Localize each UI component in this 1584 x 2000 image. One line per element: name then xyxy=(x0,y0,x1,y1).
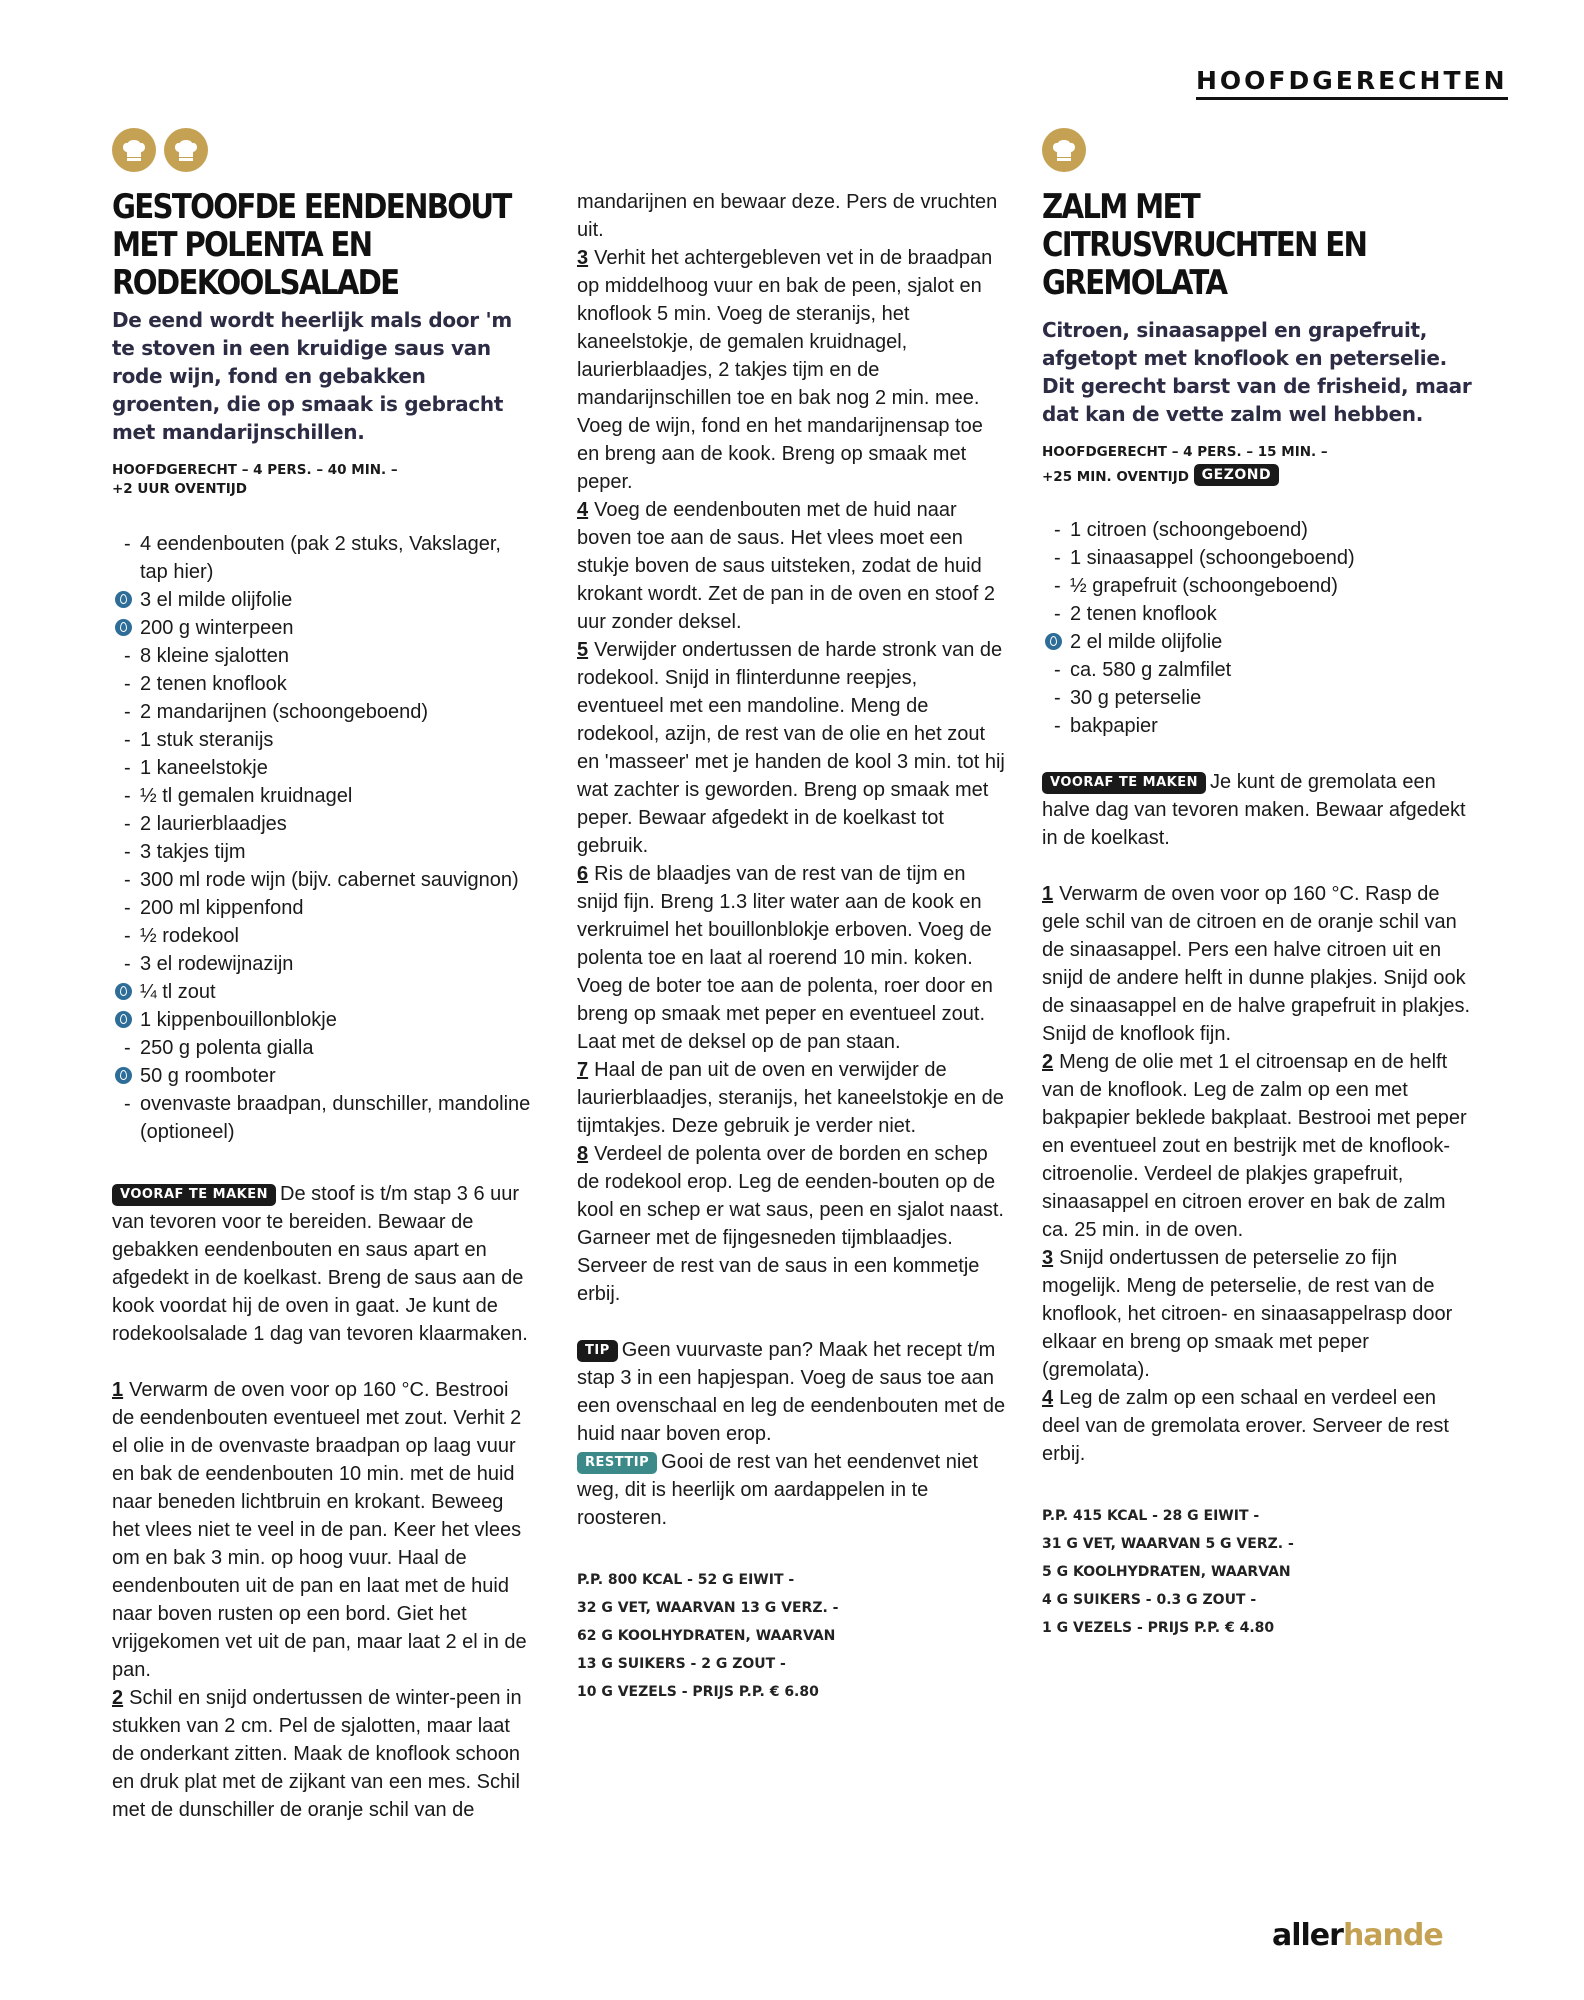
ingredient-text: 2 mandarijnen (schoongeboend) xyxy=(140,701,428,723)
ingredient-text: 1 stuk steranijs xyxy=(140,729,274,751)
ingredient-list xyxy=(1042,516,1474,740)
step-number: 5 xyxy=(577,639,589,661)
step-number: 2 xyxy=(1042,1051,1054,1073)
ingredient-item xyxy=(1042,684,1474,712)
step-number: 6 xyxy=(577,863,589,885)
bullet-dash: - xyxy=(124,533,131,555)
ingredient-item xyxy=(112,670,532,698)
healthy-badge: GEZOND xyxy=(1194,464,1279,486)
step-number: 8 xyxy=(577,1143,589,1165)
nutrition-info xyxy=(577,1566,1007,1706)
bullet-dash: - xyxy=(124,869,131,891)
step-3 xyxy=(577,244,1007,496)
nutrition-line: 4 G SUIKERS - 0.3 G ZOUT - xyxy=(1042,1592,1257,1608)
ingredient-text: ca. 580 g zalmfilet xyxy=(1070,659,1232,681)
step-text: Ris de blaadjes van de rest van de tijm en snijd fijn. Breng 1.3 liter water aan de kook en verkruimel het bouillonblokje erboven. Voeg de polenta toe en laat al roerend 10 min. koken. Voeg de boter toe aan de polenta, roer door en breng op smaak met peper en eventueel zout. Laat met de deksel op de pan staan. xyxy=(577,863,993,1053)
ingredient-text: 30 g peterselie xyxy=(1070,687,1202,709)
pantry-drop-icon xyxy=(115,1011,132,1028)
difficulty-rating xyxy=(112,128,532,172)
ingredient-list xyxy=(112,530,532,1146)
step-5 xyxy=(577,636,1007,860)
nutrition-line: 62 G KOOLHYDRATEN, WAARVAN xyxy=(577,1628,836,1644)
step-text: Verwarm de oven voor op 160 °C. Bestrooi de eendenbouten eventueel met zout. Verhit 2 el olie in de ovenvaste braadpan op laag vuur en bak de eendenbouten 10 min. met de huid naar beneden lichtbruin en krokant. Beweeg het vlees niet te veel in de pan. Keer het vlees om en bak 3 min. op hoog vuur. Haal de eendenbouten uit de pan en laat met de huid naar boven rusten op een bord. Giet het vrijgekomen vet uit de pan, maar laat 2 el in de pan. xyxy=(112,1379,527,1681)
step-1 xyxy=(1042,880,1474,1048)
step-number: 7 xyxy=(577,1059,589,1081)
step-number: 3 xyxy=(577,247,589,269)
ingredient-item xyxy=(112,1006,532,1034)
ingredient-item xyxy=(112,894,532,922)
ingredient-item xyxy=(1042,628,1474,656)
ingredient-item xyxy=(112,866,532,894)
ingredient-item xyxy=(1042,572,1474,600)
vooraf-text: Je kunt de gremolata een halve dag van tevoren maken. Bewaar afgedekt in de koelkast. xyxy=(1042,771,1466,849)
pantry-drop-icon xyxy=(115,619,132,636)
step-7 xyxy=(577,1056,1007,1140)
ingredient-text: ½ rodekool xyxy=(140,925,239,947)
bullet-dash: - xyxy=(1054,575,1061,597)
recipe-intro: Citroen, sinaasappel en grapefruit, afgetopt met knoflook en peterselie. Dit gerecht barst van de frisheid, maar dat kan de vette zalm wel hebben. xyxy=(1042,318,1472,426)
recipe-meta xyxy=(112,458,532,496)
pantry-drop-icon xyxy=(1045,633,1062,650)
step-6 xyxy=(577,860,1007,1056)
step-number: 1 xyxy=(112,1379,124,1401)
step-2 xyxy=(112,1684,532,1824)
nutrition-line: 10 G VEZELS - PRIJS P.P. € 6.80 xyxy=(577,1684,819,1700)
bullet-dash: - xyxy=(1054,603,1061,625)
pantry-drop-icon xyxy=(115,591,132,608)
bullet-dash: - xyxy=(1054,519,1061,541)
ingredient-item xyxy=(1042,656,1474,684)
bullet-dash: - xyxy=(124,729,131,751)
meta-line: +2 UUR OVENTIJD xyxy=(112,481,247,497)
chef-hat-icon xyxy=(164,128,208,172)
ingredient-text: 2 laurierblaadjes xyxy=(140,813,287,835)
ingredient-text: ¼ tl zout xyxy=(140,981,216,1003)
ingredient-text: ½ tl gemalen kruidnagel xyxy=(140,785,353,807)
step-text: Verdeel de polenta over de borden en schep de rodekool erop. Leg de eenden-bouten op de kool en schep er wat saus, peen en sjalot naast. Garneer met de fijngesneden tijmblaadjes. Serveer de rest van de saus in een kommetje erbij. xyxy=(577,1143,1004,1305)
step-text: Meng de olie met 1 el citroensap en de helft van de knoflook. Leg de zalm op een met bakpapier beklede bakplaat. Bestrooi met peper en eventueel zout en bestrijk met de knoflook-citroenolie. Verdeel de plakjes grapefruit, sinaasappel en citroen erover en bak de zalm ca. 25 min. in de oven. xyxy=(1042,1051,1467,1241)
vooraf-text: De stoof is t/m stap 3 6 uur van tevoren voor te bereiden. Bewaar de gebakken eendenbouten en saus apart en afgedekt in de koelkast. Breng de saus aan de kook voordat hij de oven in gaat. Je kunt de rodekoolsalade 1 dag van tevoren klaarmaken. xyxy=(112,1183,528,1345)
ingredient-text: 200 ml kippenfond xyxy=(140,897,304,919)
ingredient-text: 3 el milde olijfolie xyxy=(140,589,293,611)
step-4 xyxy=(577,496,1007,636)
recipe-title: GESTOOFDE EENDENBOUT MET POLENTA EN RODEKOOLSALADE xyxy=(112,187,511,303)
bullet-dash: - xyxy=(124,785,131,807)
ingredient-item xyxy=(112,754,532,782)
pantry-drop-icon xyxy=(115,1067,132,1084)
ingredient-item xyxy=(1042,712,1474,740)
step-text: Schil en snijd ondertussen de winter-peen in stukken van 2 cm. Pel de sjalotten, maar laat de onderkant zitten. Maak de knoflook schoon en druk plat met de zijkant van een mes. Schil met de dunschiller de oranje schil van de xyxy=(112,1687,522,1821)
ingredient-item xyxy=(112,950,532,978)
ingredient-text: 50 g roomboter xyxy=(140,1065,276,1087)
ingredient-text: ½ grapefruit (schoongeboend) xyxy=(1070,575,1338,597)
bullet-dash: - xyxy=(124,841,131,863)
ingredient-text: 2 el milde olijfolie xyxy=(1070,631,1223,653)
ingredient-item xyxy=(1042,600,1474,628)
step-4 xyxy=(1042,1384,1474,1468)
bullet-dash: - xyxy=(1054,715,1061,737)
preparation-steps xyxy=(577,244,1007,1308)
step-number: 4 xyxy=(1042,1387,1054,1409)
nutrition-line: P.P. 415 KCAL - 28 G EIWIT - xyxy=(1042,1508,1260,1524)
recipe1-column xyxy=(112,128,532,1824)
recipe-title: ZALM MET CITRUSVRUCHTEN EN GREMOLATA xyxy=(1042,187,1367,303)
ingredient-text: ovenvaste braadpan, dunschiller, mandoline (optioneel) xyxy=(140,1093,531,1143)
recipe-intro: De eend wordt heerlijk mals door 'm te stoven in een kruidige saus van rode wijn, fond en gebakken groenten, die op smaak is gebracht met mandarijnschillen. xyxy=(112,308,512,444)
nutrition-line: 5 G KOOLHYDRATEN, WAARVAN xyxy=(1042,1564,1291,1580)
resttip-text: Gooi de rest van het eendenvet niet weg, dit is heerlijk om aardappelen in te roosteren. xyxy=(577,1451,979,1529)
nutrition-line: 1 G VEZELS - PRIJS P.P. € 4.80 xyxy=(1042,1620,1275,1636)
step-number: 1 xyxy=(1042,883,1054,905)
ingredient-item xyxy=(112,586,532,614)
vooraf-badge: VOORAF TE MAKEN xyxy=(112,1184,276,1206)
vooraf-section xyxy=(1042,768,1474,852)
ingredient-item xyxy=(112,1062,532,1090)
meta-line: HOOFDGERECHT – 4 PERS. – 40 MIN. – xyxy=(112,462,398,478)
resttip-badge: RESTTIP xyxy=(577,1452,657,1474)
bullet-dash: - xyxy=(124,645,131,667)
tip-badge: TIP xyxy=(577,1340,618,1362)
ingredient-item xyxy=(112,698,532,726)
section-header: HOOFDGERECHTEN xyxy=(1196,66,1508,100)
ingredient-item xyxy=(112,1090,532,1146)
ingredient-text: 4 eendenbouten (pak 2 stuks, Vakslager, tap hier) xyxy=(140,533,501,583)
chef-hat-icon xyxy=(1042,128,1086,172)
ingredient-item xyxy=(112,726,532,754)
ingredient-text: 1 kippenbouillonblokje xyxy=(140,1009,337,1031)
bullet-dash: - xyxy=(124,925,131,947)
step-8 xyxy=(577,1140,1007,1308)
ingredient-text: 250 g polenta gialla xyxy=(140,1037,314,1059)
recipe1-column-continued xyxy=(577,188,1007,1706)
bullet-dash: - xyxy=(124,1093,131,1115)
bullet-dash: - xyxy=(124,701,131,723)
allerhande-logo xyxy=(1272,1918,1443,1953)
step-number: 3 xyxy=(1042,1247,1054,1269)
bullet-dash: - xyxy=(124,953,131,975)
step-number: 4 xyxy=(577,499,589,521)
recipe2-column xyxy=(1042,128,1474,1642)
step-text: Verwijder ondertussen de harde stronk van de rodekool. Snijd in flinterdunne reepjes, eventueel met een mandoline. Meng de rodekool, azijn, de rest van de olie en het zout en 'masseer' met je handen de kool 3 min. tot hij wat zachter is geworden. Breng op smaak met peper. Bewaar afgedekt in de koelkast tot gebruik. xyxy=(577,639,1005,857)
ingredient-text: 3 takjes tijm xyxy=(140,841,246,863)
tip-section xyxy=(577,1336,1007,1532)
ingredient-text: 8 kleine sjalotten xyxy=(140,645,289,667)
ingredient-text: 2 tenen knoflook xyxy=(140,673,287,695)
ingredient-text: 200 g winterpeen xyxy=(140,617,294,639)
bullet-dash: - xyxy=(124,897,131,919)
ingredient-text: 1 kaneelstokje xyxy=(140,757,268,779)
ingredient-item xyxy=(112,642,532,670)
step-3 xyxy=(1042,1244,1474,1384)
meta-line: HOOFDGERECHT – 4 PERS. – 15 MIN. – xyxy=(1042,444,1328,460)
preparation-steps xyxy=(1042,880,1474,1468)
difficulty-rating xyxy=(1042,128,1474,172)
step-text: Voeg de eendenbouten met de huid naar boven toe aan de saus. Het vlees moet een stukje boven de saus uitsteken, zodat de huid krokant wordt. Zet de pan in de oven en stoof 2 uur zonder deksel. xyxy=(577,499,996,633)
ingredient-item xyxy=(1042,516,1474,544)
ingredient-item xyxy=(112,810,532,838)
preparation-steps xyxy=(112,1376,532,1824)
ingredient-item xyxy=(112,922,532,950)
vooraf-section xyxy=(112,1180,532,1348)
step-text: Leg de zalm op een schaal en verdeel een deel van de gremolata erover. Serveer de rest erbij. xyxy=(1042,1387,1449,1465)
bullet-dash: - xyxy=(124,673,131,695)
bullet-dash: - xyxy=(124,757,131,779)
nutrition-line: P.P. 800 KCAL - 52 G EIWIT - xyxy=(577,1572,795,1588)
ingredient-item xyxy=(1042,544,1474,572)
ingredient-text: bakpapier xyxy=(1070,715,1158,737)
logo-part: aller xyxy=(1272,1918,1343,1953)
ingredient-text: 300 ml rode wijn (bijv. cabernet sauvignon) xyxy=(140,869,519,891)
bullet-dash: - xyxy=(1054,547,1061,569)
step-text: Verhit het achtergebleven vet in de braadpan op middelhoog vuur en bak de peen, sjalot en knoflook 5 min. Voeg de steranijs, het kaneelstokje, de gemalen kruidnagel, laurierblaadjes, 2 takjes tijm en de mandarijnschillen toe en bak nog 2 min. mee. Voeg de wijn, fond en het mandarijnensap toe en breng aan de kook. Breng op smaak met peper. xyxy=(577,247,993,493)
ingredient-item xyxy=(112,530,532,586)
ingredient-item xyxy=(112,1034,532,1062)
meta-line xyxy=(1042,464,1474,486)
step-1 xyxy=(112,1376,532,1684)
tip-text: Geen vuurvaste pan? Maak het recept t/m stap 3 in een hapjespan. Voeg de saus toe aan een ovenschaal en leg de eendenbouten met de huid naar boven erop. xyxy=(577,1339,1006,1445)
bullet-dash: - xyxy=(124,1037,131,1059)
nutrition-info xyxy=(1042,1502,1474,1642)
step-continuation: mandarijnen en bewaar deze. Pers de vruchten uit. xyxy=(577,191,998,241)
ingredient-text: 2 tenen knoflook xyxy=(1070,603,1217,625)
recipe-meta xyxy=(1042,440,1474,486)
nutrition-line: 32 G VET, WAARVAN 13 G VERZ. - xyxy=(577,1600,839,1616)
meta-line-text: +25 MIN. OVENTIJD xyxy=(1042,469,1189,485)
ingredient-item xyxy=(112,838,532,866)
ingredient-text: 1 citroen (schoongeboend) xyxy=(1070,519,1308,541)
vooraf-badge: VOORAF TE MAKEN xyxy=(1042,772,1206,794)
step-text: Verwarm de oven voor op 160 °C. Rasp de gele schil van de citroen en de oranje schil van de sinaasappel. Pers een halve citroen uit en snijd de andere helft in dunne plakjes. Snijd ook de sinaasappel en de halve grapefruit in plakjes. Snijd de knoflook fijn. xyxy=(1042,883,1471,1045)
ingredient-item xyxy=(112,782,532,810)
ingredient-item xyxy=(112,978,532,1006)
nutrition-line: 31 G VET, WAARVAN 5 G VERZ. - xyxy=(1042,1536,1294,1552)
step-text: Snijd ondertussen de peterselie zo fijn mogelijk. Meng de peterselie, de rest van de knoflook, het citroen- en sinaasappelrasp door elkaar en breng op smaak met peper (gremolata). xyxy=(1042,1247,1453,1381)
bullet-dash: - xyxy=(1054,659,1061,681)
pantry-drop-icon xyxy=(115,983,132,1000)
ingredient-item xyxy=(112,614,532,642)
step-text: Haal de pan uit de oven en verwijder de laurierblaadjes, steranijs, het kaneelstokje en de tijmtakjes. Deze gebruik je verder niet. xyxy=(577,1059,1004,1137)
step-2 xyxy=(1042,1048,1474,1244)
chef-hat-icon xyxy=(112,128,156,172)
step-number: 2 xyxy=(112,1687,124,1709)
nutrition-line: 13 G SUIKERS - 2 G ZOUT - xyxy=(577,1656,786,1672)
ingredient-text: 1 sinaasappel (schoongeboend) xyxy=(1070,547,1355,569)
ingredient-text: 3 el rodewijnazijn xyxy=(140,953,294,975)
bullet-dash: - xyxy=(124,813,131,835)
logo-part: hande xyxy=(1342,1918,1443,1953)
bullet-dash: - xyxy=(1054,687,1061,709)
